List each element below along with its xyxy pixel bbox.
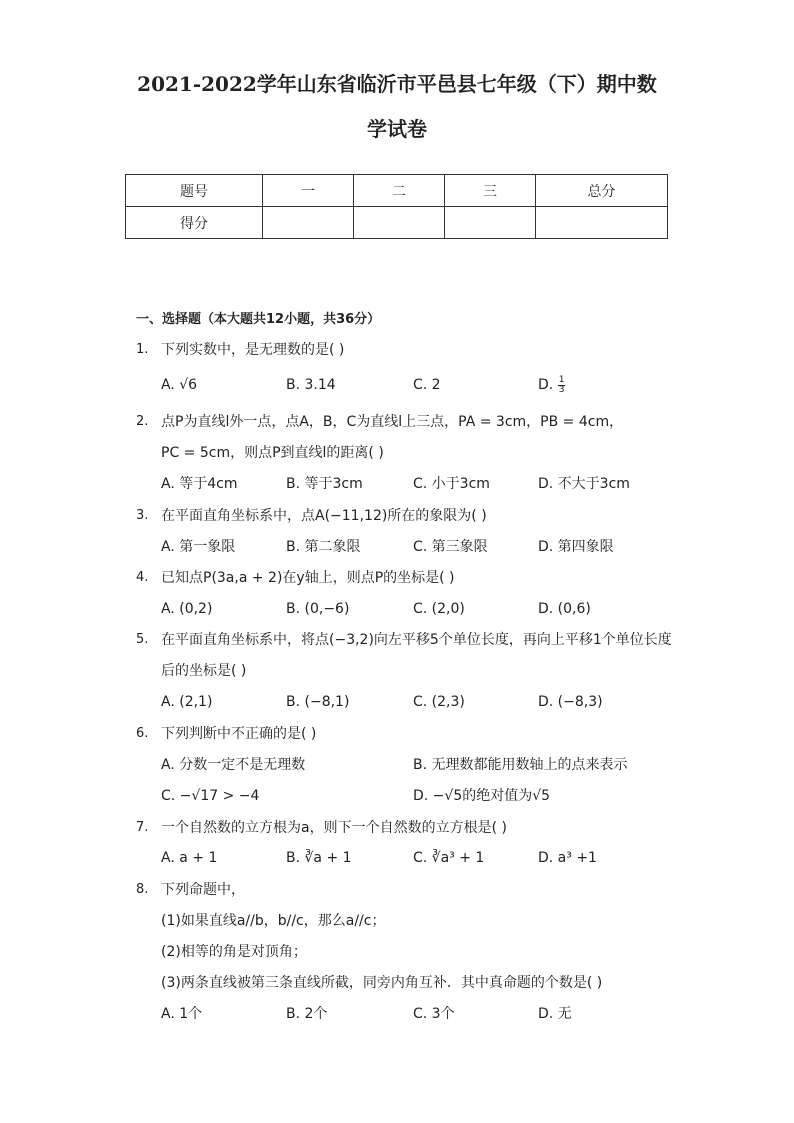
question-8-item-2: (2)相等的角是对顶角； bbox=[161, 944, 307, 960]
header-cell-part-2: 二 bbox=[354, 175, 445, 207]
fraction bbox=[558, 376, 566, 395]
question-7-option-b[interactable]: B. ∛a + 1 bbox=[286, 850, 352, 866]
question-5-option-a[interactable]: A. (2,1) bbox=[161, 694, 213, 710]
question-5-stem-line-2: 后的坐标是( ) bbox=[161, 663, 247, 679]
fraction-denominator: 3 bbox=[558, 384, 565, 395]
question-1-option-a[interactable]: A. √6 bbox=[161, 377, 198, 393]
header-cell-number: 题号 bbox=[126, 175, 263, 207]
header-cell-part-1: 一 bbox=[263, 175, 354, 207]
question-8-stem: 下列命题中， bbox=[161, 882, 245, 898]
question-4-stem: 已知点P(3a,a + 2)在y轴上，则点P的坐标是( ) bbox=[161, 570, 455, 586]
question-2-number: 2. bbox=[136, 414, 149, 429]
question-6-stem: 下列判断中不正确的是( ) bbox=[161, 726, 317, 742]
question-8-item-3: (3)两条直线被第三条直线所截，同旁内角互补．其中真命题的个数是( ) bbox=[161, 975, 603, 991]
question-8-option-b[interactable]: B. 2个 bbox=[286, 1006, 328, 1022]
question-5-option-d[interactable]: D. (−8,3) bbox=[538, 694, 603, 710]
question-8-item-1: (1)如果直线a//b，b//c，那么a//c； bbox=[161, 913, 386, 929]
header-cell-total: 总分 bbox=[536, 175, 668, 207]
question-8-number: 8. bbox=[136, 882, 149, 897]
question-5-number: 5. bbox=[136, 632, 149, 647]
section-title: 一、选择题（本大题共12小题，共36分） bbox=[136, 312, 381, 327]
question-2-option-d[interactable]: D. 不大于3cm bbox=[538, 476, 630, 492]
question-1-option-c[interactable]: C. 2 bbox=[413, 377, 441, 393]
question-8-option-c[interactable]: C. 3个 bbox=[413, 1006, 455, 1022]
question-4-option-b[interactable]: B. (0,−6) bbox=[286, 601, 350, 617]
question-2-stem-line-2: PC = 5cm，则点P到直线l的距离( ) bbox=[161, 445, 384, 461]
score-row-label: 得分 bbox=[126, 207, 263, 239]
question-1-number: 1. bbox=[136, 342, 149, 357]
question-6-option-a[interactable]: A. 分数一定不是无理数 bbox=[161, 757, 306, 773]
question-1-option-d-label: D. bbox=[538, 377, 554, 393]
question-6-option-d[interactable]: D. −√5的绝对值为√5 bbox=[413, 788, 551, 804]
question-7-option-c[interactable]: C. ∛a³ + 1 bbox=[413, 850, 485, 866]
question-5-option-c[interactable]: C. (2,3) bbox=[413, 694, 465, 710]
question-6-number: 6. bbox=[136, 726, 149, 741]
question-2-option-c[interactable]: C. 小于3cm bbox=[413, 476, 490, 492]
score-table bbox=[125, 174, 668, 239]
score-cell-part-2[interactable] bbox=[354, 207, 445, 239]
header-cell-part-3: 三 bbox=[445, 175, 536, 207]
question-3-stem: 在平面直角坐标系中，点A(−11,12)所在的象限为( ) bbox=[161, 508, 487, 524]
question-8-option-d[interactable]: D. 无 bbox=[538, 1006, 572, 1022]
question-3-option-d[interactable]: D. 第四象限 bbox=[538, 539, 614, 555]
question-7-stem: 一个自然数的立方根为a，则下一个自然数的立方根是( ) bbox=[161, 820, 507, 836]
question-3-option-a[interactable]: A. 第一象限 bbox=[161, 539, 236, 555]
question-1-option-b[interactable]: B. 3.14 bbox=[286, 377, 336, 393]
question-1-stem: 下列实数中，是无理数的是( ) bbox=[161, 342, 345, 358]
question-4-option-d[interactable]: D. (0,6) bbox=[538, 601, 591, 617]
score-cell-part-1[interactable] bbox=[263, 207, 354, 239]
question-3-option-c[interactable]: C. 第三象限 bbox=[413, 539, 488, 555]
question-7-option-d[interactable]: D. a³ +1 bbox=[538, 850, 597, 866]
question-3-option-b[interactable]: B. 第二象限 bbox=[286, 539, 361, 555]
fraction-numerator: 1 bbox=[558, 374, 565, 385]
score-cell-part-3[interactable] bbox=[445, 207, 536, 239]
question-2-stem-line-1: 点P为直线l外一点，点A，B，C为直线l上三点，PA = 3cm，PB = 4cm， bbox=[161, 414, 624, 430]
question-7-number: 7. bbox=[136, 820, 149, 835]
question-4-number: 4. bbox=[136, 570, 149, 585]
score-table-header-row bbox=[126, 175, 668, 207]
question-3-number: 3. bbox=[136, 508, 149, 523]
question-2-option-a[interactable]: A. 等于4cm bbox=[161, 476, 238, 492]
question-2-option-b[interactable]: B. 等于3cm bbox=[286, 476, 363, 492]
page-title-line-1: 2021-2022学年山东省临沂市平邑县七年级（下）期中数 bbox=[137, 72, 657, 96]
question-4-option-a[interactable]: A. (0,2) bbox=[161, 601, 213, 617]
question-5-stem-line-1: 在平面直角坐标系中，将点(−3,2)向左平移5个单位长度，再向上平移1个单位长度 bbox=[161, 632, 672, 648]
score-table-score-row bbox=[126, 207, 668, 239]
score-cell-total[interactable] bbox=[536, 207, 668, 239]
question-7-option-a[interactable]: A. a + 1 bbox=[161, 850, 218, 866]
question-8-option-a[interactable]: A. 1个 bbox=[161, 1006, 203, 1022]
question-4-option-c[interactable]: C. (2,0) bbox=[413, 601, 465, 617]
page-title-line-2: 学试卷 bbox=[367, 117, 427, 141]
question-5-option-b[interactable]: B. (−8,1) bbox=[286, 694, 350, 710]
question-6-option-c[interactable]: C. −√17 > −4 bbox=[161, 788, 260, 804]
question-1-option-d[interactable] bbox=[538, 375, 565, 395]
question-6-option-b[interactable]: B. 无理数都能用数轴上的点来表示 bbox=[413, 757, 628, 773]
